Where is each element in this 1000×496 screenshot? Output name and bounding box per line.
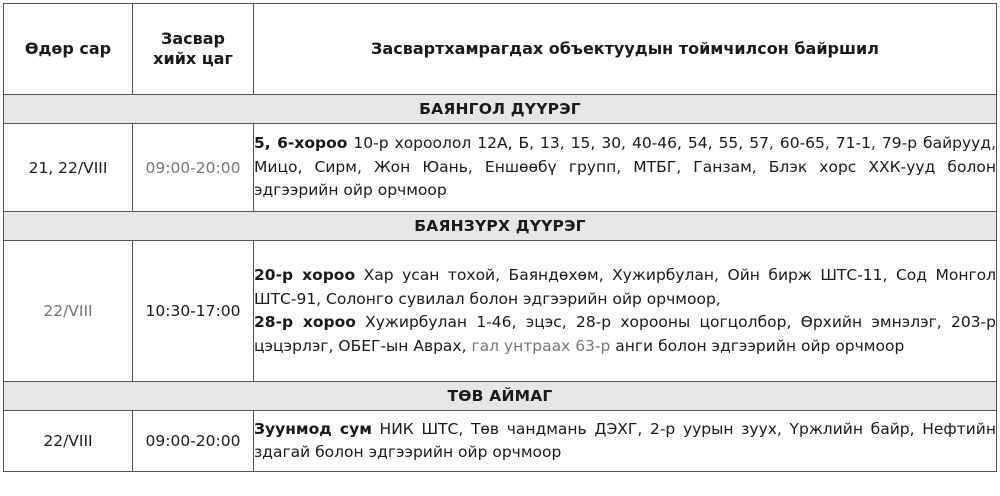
area-text-tail: анги болон эдгээрийн ойр орчмоор — [610, 336, 905, 355]
area-label: Зуунмод сум — [254, 419, 372, 438]
header-time — [133, 4, 254, 95]
area-label: 5, 6-хороо — [254, 134, 348, 153]
section-row-tov — [4, 382, 997, 411]
area-text-gray: гал унтраах 63-р — [471, 336, 611, 355]
section-row-bayangol — [4, 95, 997, 124]
row-time: 09:00-20:00 — [133, 411, 254, 472]
row-date: 21, 22/VIII — [4, 124, 133, 212]
header-row — [4, 4, 997, 95]
table-row — [4, 411, 997, 472]
header-date: Өдөр сар — [4, 4, 133, 95]
table-row — [4, 124, 997, 212]
row-date: 22/VIII — [4, 241, 133, 382]
row-date: 22/VIII — [4, 411, 133, 472]
section-title: ТӨВ АЙМАГ — [4, 382, 997, 411]
area-text: Хужирбулан 1-46, эцэс, 28-р хорооны цогцолбор, Өрхийн эмнэлэг, 203-р цэцэрлэг, ОБЕГ-ын Аврах, — [254, 313, 996, 355]
row-description — [254, 241, 997, 382]
repair-schedule-table — [3, 3, 997, 472]
row-description — [254, 411, 997, 472]
header-time-line1: Засвар — [160, 29, 226, 48]
area-text: Хар усан тохой, Баяндөхөм, Хужирбулан, Ойн бирж ШТС-11, Сод Монгол ШТС-91, Солонго сувилал болон эдгээрийн ойр орчмоор, — [254, 266, 996, 308]
section-row-bayanzurkh — [4, 212, 997, 241]
area-label: 28-р хороо — [254, 313, 356, 331]
section-title: БАЯНГОЛ ДҮҮРЭГ — [4, 95, 997, 124]
header-time-line2: хийх цаг — [153, 49, 233, 68]
area-label: 20-р хороо — [254, 266, 356, 284]
header-location: Засвартхамрагдах объектуудын тоймчилсон байршил — [254, 4, 997, 95]
table-row — [4, 241, 997, 382]
schedule-table-wrapper — [3, 3, 997, 472]
row-description — [254, 124, 997, 212]
row-time: 09:00-20:00 — [133, 124, 254, 212]
area-text: НИК ШТС, Төв чандмань ДЭХГ, 2-р уурын зуух, Үржлийн байр, Нефтийн здагай болон эдгээрийн ойр орчмоор — [254, 419, 996, 461]
section-title: БАЯНЗҮРХ ДҮҮРЭГ — [4, 212, 997, 241]
area-text: 10-р хороолол 12А, Б, 13, 15, 30, 40-46, 54, 55, 57, 60-65, 71-1, 79-р байрууд, Мицо, Сирм, Жон Юань, Еншөөбү групп, МТБГ, Ганзам, Блэк хорс ХХК-ууд болон эдгээрийн ойр орчмоор — [254, 134, 996, 200]
row-time: 10:30-17:00 — [133, 241, 254, 382]
